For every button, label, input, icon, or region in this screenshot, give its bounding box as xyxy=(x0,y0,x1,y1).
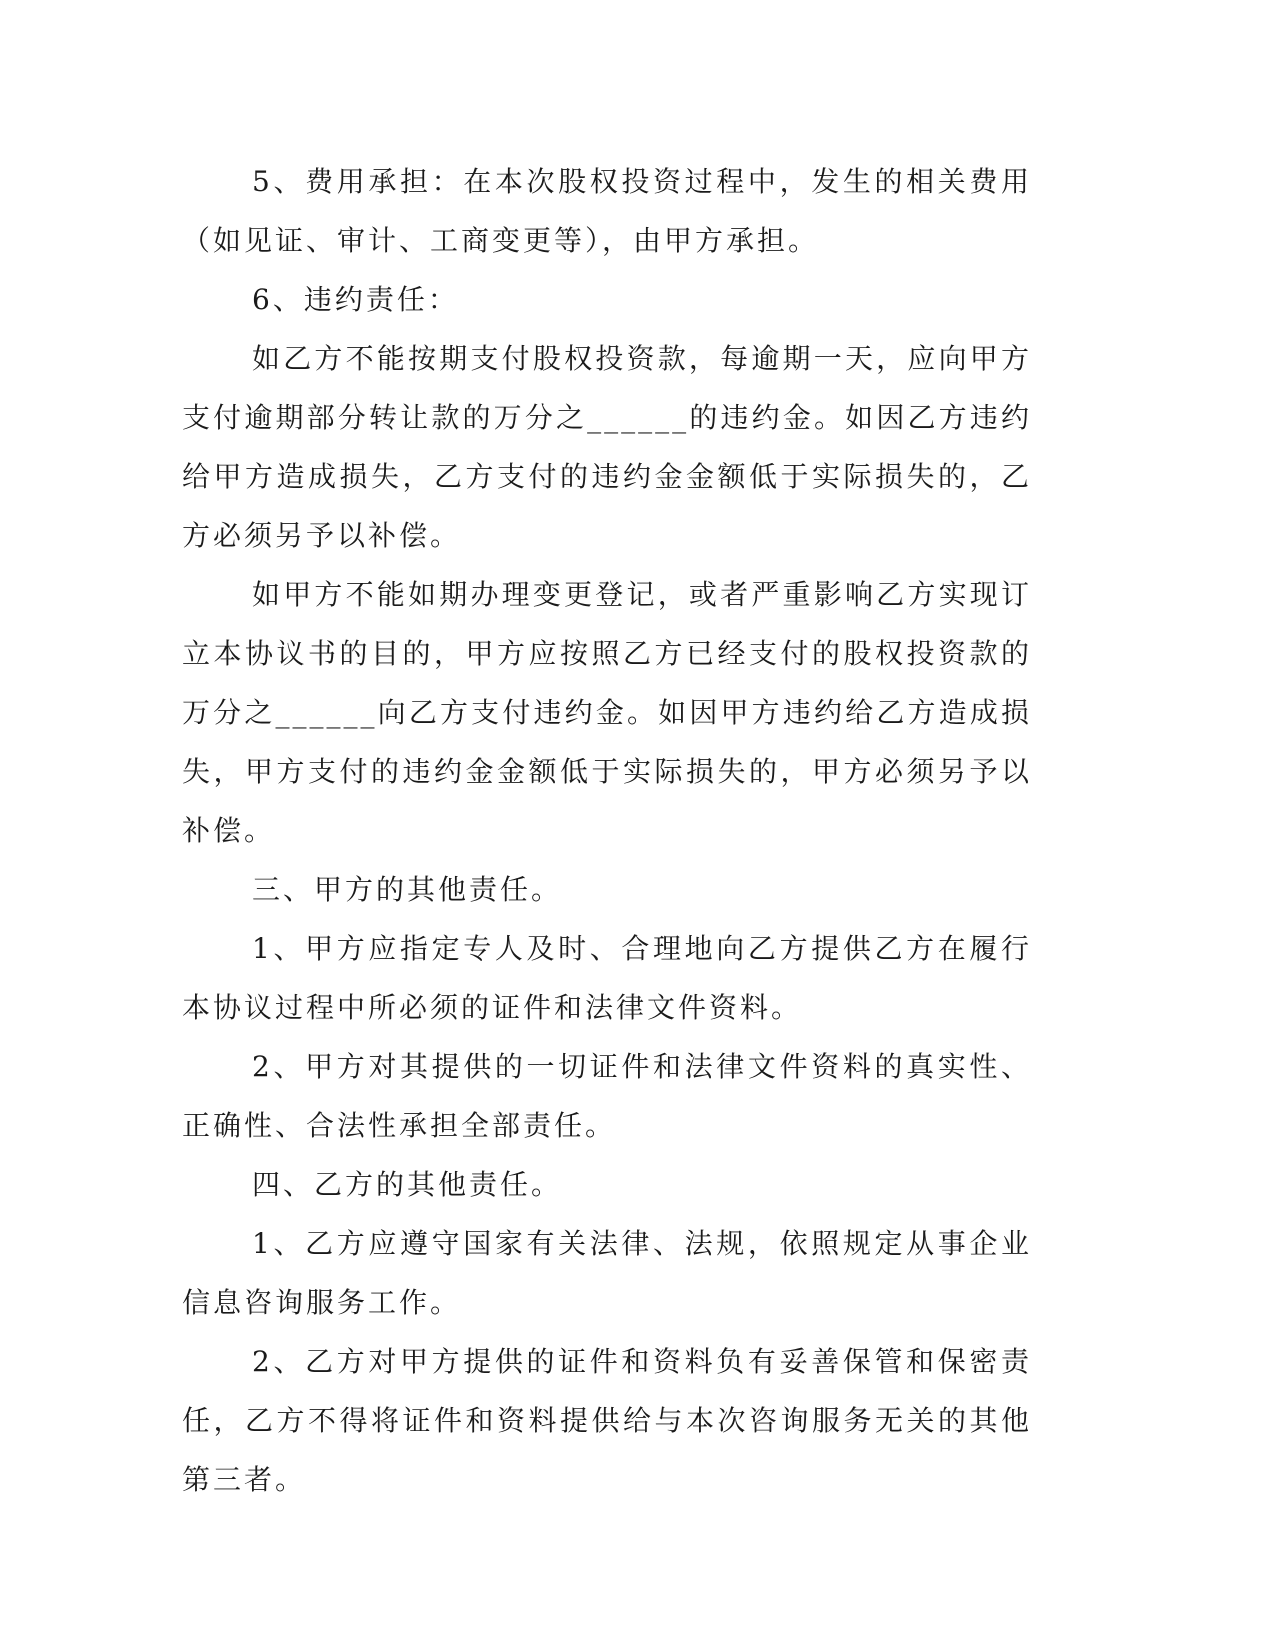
paragraph-breach-heading: 6、违约责任： xyxy=(252,283,459,316)
paragraph-fee-burden: 5、费用承担：在本次股权投资过程中，发生的相关费用（如见证、审计、工商变更等），由甲方承担。 xyxy=(182,165,1032,257)
paragraph-party-a-duty-1: 1、甲方应指定专人及时、合理地向乙方提供乙方在履行本协议过程中所必须的证件和法律文件资料。 xyxy=(182,932,1032,1024)
section-heading-party-a-duties: 三、甲方的其他责任。 xyxy=(252,873,563,906)
paragraph-party-b-duty-1: 1、乙方应遵守国家有关法律、法规，依照规定从事企业信息咨询服务工作。 xyxy=(182,1227,1032,1319)
section-heading-party-b-duties: 四、乙方的其他责任。 xyxy=(252,1168,563,1201)
paragraph-party-a-duty-2: 2、甲方对其提供的一切证件和法律文件资料的真实性、正确性、合法性承担全部责任。 xyxy=(182,1050,1032,1142)
document-body xyxy=(182,152,1032,1509)
paragraph-party-a-breach: 如甲方不能如期办理变更登记，或者严重影响乙方实现订立本协议书的目的，甲方应按照乙方已经支付的股权投资款的万分之______向乙方支付违约金。如因甲方违约给乙方造成损失，甲方支付的违约金金额低于实际损失的，甲方必须另予以补偿。 xyxy=(182,578,1032,847)
paragraph-party-b-duty-2: 2、乙方对甲方提供的证件和资料负有妥善保管和保密责任，乙方不得将证件和资料提供给与本次咨询服务无关的其他第三者。 xyxy=(182,1345,1032,1496)
paragraph-party-b-breach: 如乙方不能按期支付股权投资款，每逾期一天，应向甲方支付逾期部分转让款的万分之______的违约金。如因乙方违约给甲方造成损失，乙方支付的违约金金额低于实际损失的，乙方必须另予以补偿。 xyxy=(182,342,1032,552)
